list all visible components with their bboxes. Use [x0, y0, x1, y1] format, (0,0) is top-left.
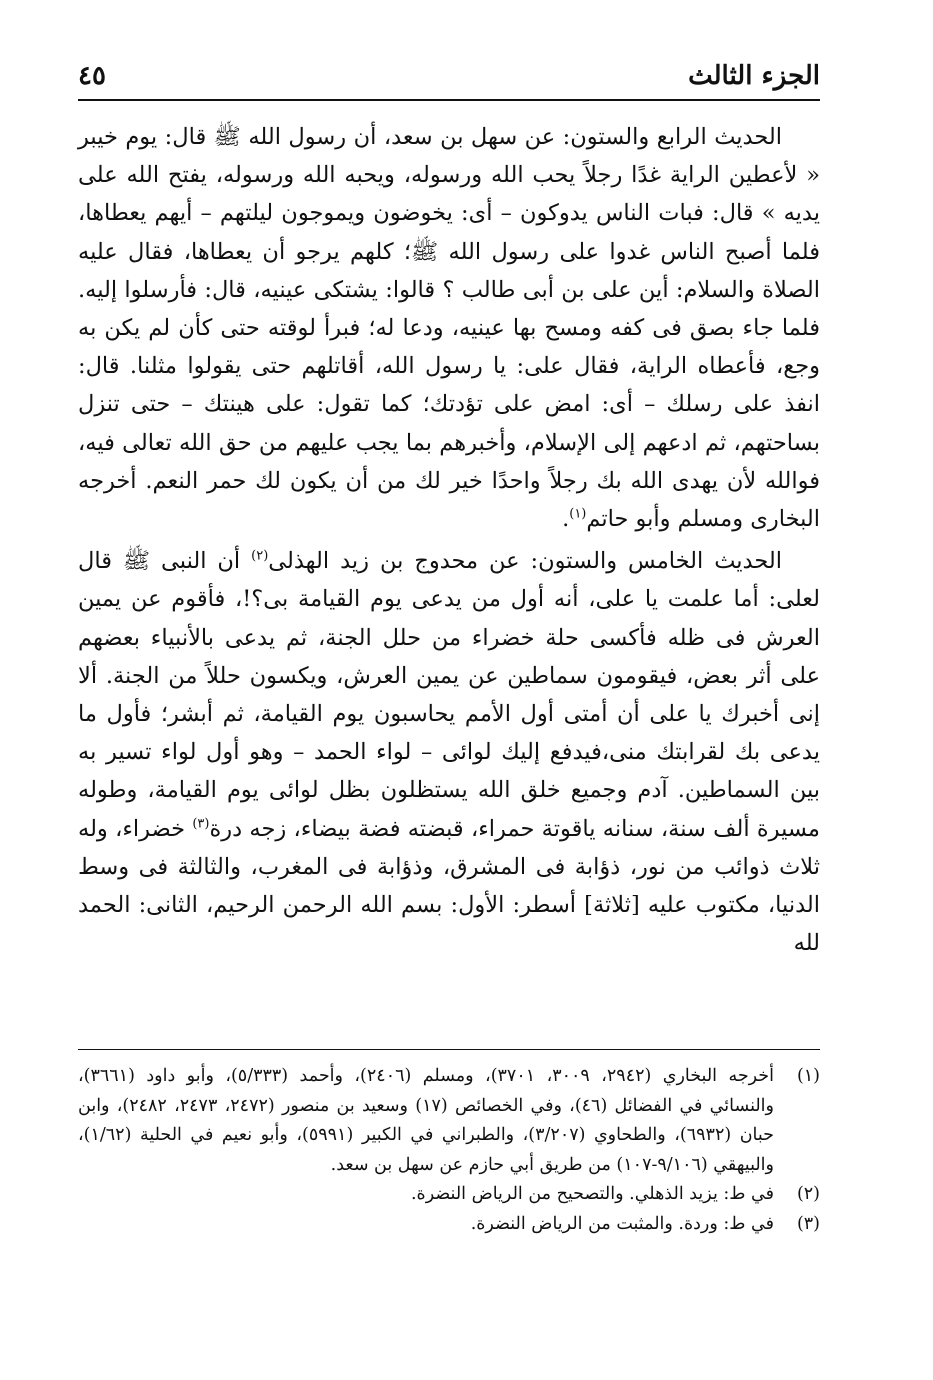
running-header [78, 58, 820, 98]
footnote-marker-2[interactable]: (٢) [251, 548, 269, 564]
footnote-number: (٢) [796, 1184, 820, 1204]
footnote-number: (١) [796, 1066, 820, 1086]
footnotes [78, 1062, 820, 1239]
hadith-65-text-a: الحديث الخامس والستون: عن محدوج بن زيد الهذلى [268, 548, 782, 575]
footnote-marker-1[interactable]: (١) [569, 506, 587, 522]
page-number: ٤٥ [78, 61, 106, 91]
footnote-text: في ط: يزيد الذهلي. والتصحيح من الرياض النضرة. [410, 1184, 774, 1204]
footnote-text: أخرجه البخاري (٢٩٤٢، ٣٠٠٩، ٣٧٠١)، ومسلم (٢٤٠٦)، وأحمد (٥/٣٣٣)، وأبو داود (٣٦٦١)، والنسائي في الفضائل (٤٦)، وفي الخصائص (١٧) وسعيد بن منصور (٢٤٧٢، ٢٤٧٣، ٢٤٨٢)، وابن حبان (٦٩٣٢)، والطحاوي (٣/٢٠٧)، والطبراني في الكبير (٥٩٩١)، وأبو نعيم في الحلية (١/٦٢)، والبيهقي (٩/١٠٦-١٠٧) من طريق أبي حازم عن سهل بن سعد. [78, 1066, 774, 1175]
footnote-text: في ط: وردة. والمثبت من الرياض النضرة. [470, 1213, 774, 1234]
header-divider [78, 99, 820, 101]
hadith-64-end: . [562, 506, 570, 533]
footnote-marker-3[interactable]: (٣) [192, 816, 210, 832]
part-title: الجزء الثالث [688, 61, 820, 91]
hadith-64-paragraph [78, 118, 820, 538]
hadith-65-text-b: أن النبى ﷺ قال لعلى: أما علمت يا على، أنه أول من يدعى يوم القيامة بى؟!، فأقوم عن يمين العرش فى ظله فأكسى حلة خضراء من حلل الجنة، ثم يدعى بالأنبياء بعضهم على أثر بعض، فيقومون سماطين عن يمين العرش، ويكسون حللاً من الجنة. ألا إنى أخبرك يا على أن أمتى أول الأمم يحاسبون يوم القيامة، ثم أبشر؛ فأول ما يدعى بك لقرابتك منى،فيدفع إليك لوائى – لواء الحمد – وهو أول لواء تسير به بين السماطين. آدم وجميع خلق الله يستظلون بظل لوائى يوم القيامة، وطوله مسيرة ألف سنة، سنانه ياقوتة حمراء، قبضته فضة بيضاء، زجه درة [78, 548, 820, 842]
hadith-65-paragraph [78, 542, 820, 962]
footnote-1 [78, 1062, 820, 1180]
main-text [78, 118, 820, 962]
footnote-number: (٣) [796, 1213, 820, 1234]
hadith-64-text: الحديث الرابع والستون: عن سهل بن سعد، أن رسول الله ﷺ قال: يوم خيبر « لأعطين الراية غدًا رجلاً يحب الله ورسوله، ويحبه الله ورسوله، يفتح الله على يديه » قال: فبات الناس يدوكون – أى: يخوضون ويموجون ليلتهم – أيهم يعطاها، فلما أصبح الناس غدوا على رسول الله ﷺ؛ كلهم يرجو أن يعطاها، فقال عليه الصلاة والسلام: أين على بن أبى طالب ؟ قالوا: يشتكى عينيه، قال: فأرسلوا إليه. فلما جاء بصق فى كفه ومسح بها عينيه، ودعا له؛ فبرأ لوقته حتى كأن لم يكن به وجع، فأعطاه الراية، فقال على: يا رسول الله، أقاتلهم حتى يقولوا مثلنا. قال: انفذ على رسلك – أى: امض على تؤدتك؛ كما تقول: على هينتك – حتى تنزل بساحتهم، ثم ادعهم إلى الإسلام، وأخبرهم بما يجب عليهم من حق الله تعالى فيه، فوالله لأن يهدى الله بك رجلاً واحدًا خير لك من أن يكون لك حمر النعم. أخرجه البخارى ومسلم وأبو حاتم [78, 124, 820, 533]
footnote-2 [78, 1180, 820, 1210]
footnote-divider [78, 1049, 820, 1050]
hadith-65-text-c: خضراء، وله ثلاث ذوائب من نور، ذؤابة فى المشرق، وذؤابة فى المغرب، والثالثة فى وسط الدنيا، مكتوب عليه [ثلاثة] أسطر: الأول: بسم الله الرحمن الرحيم، الثانى: الحمد لله [78, 815, 820, 957]
footnote-3 [78, 1210, 820, 1240]
